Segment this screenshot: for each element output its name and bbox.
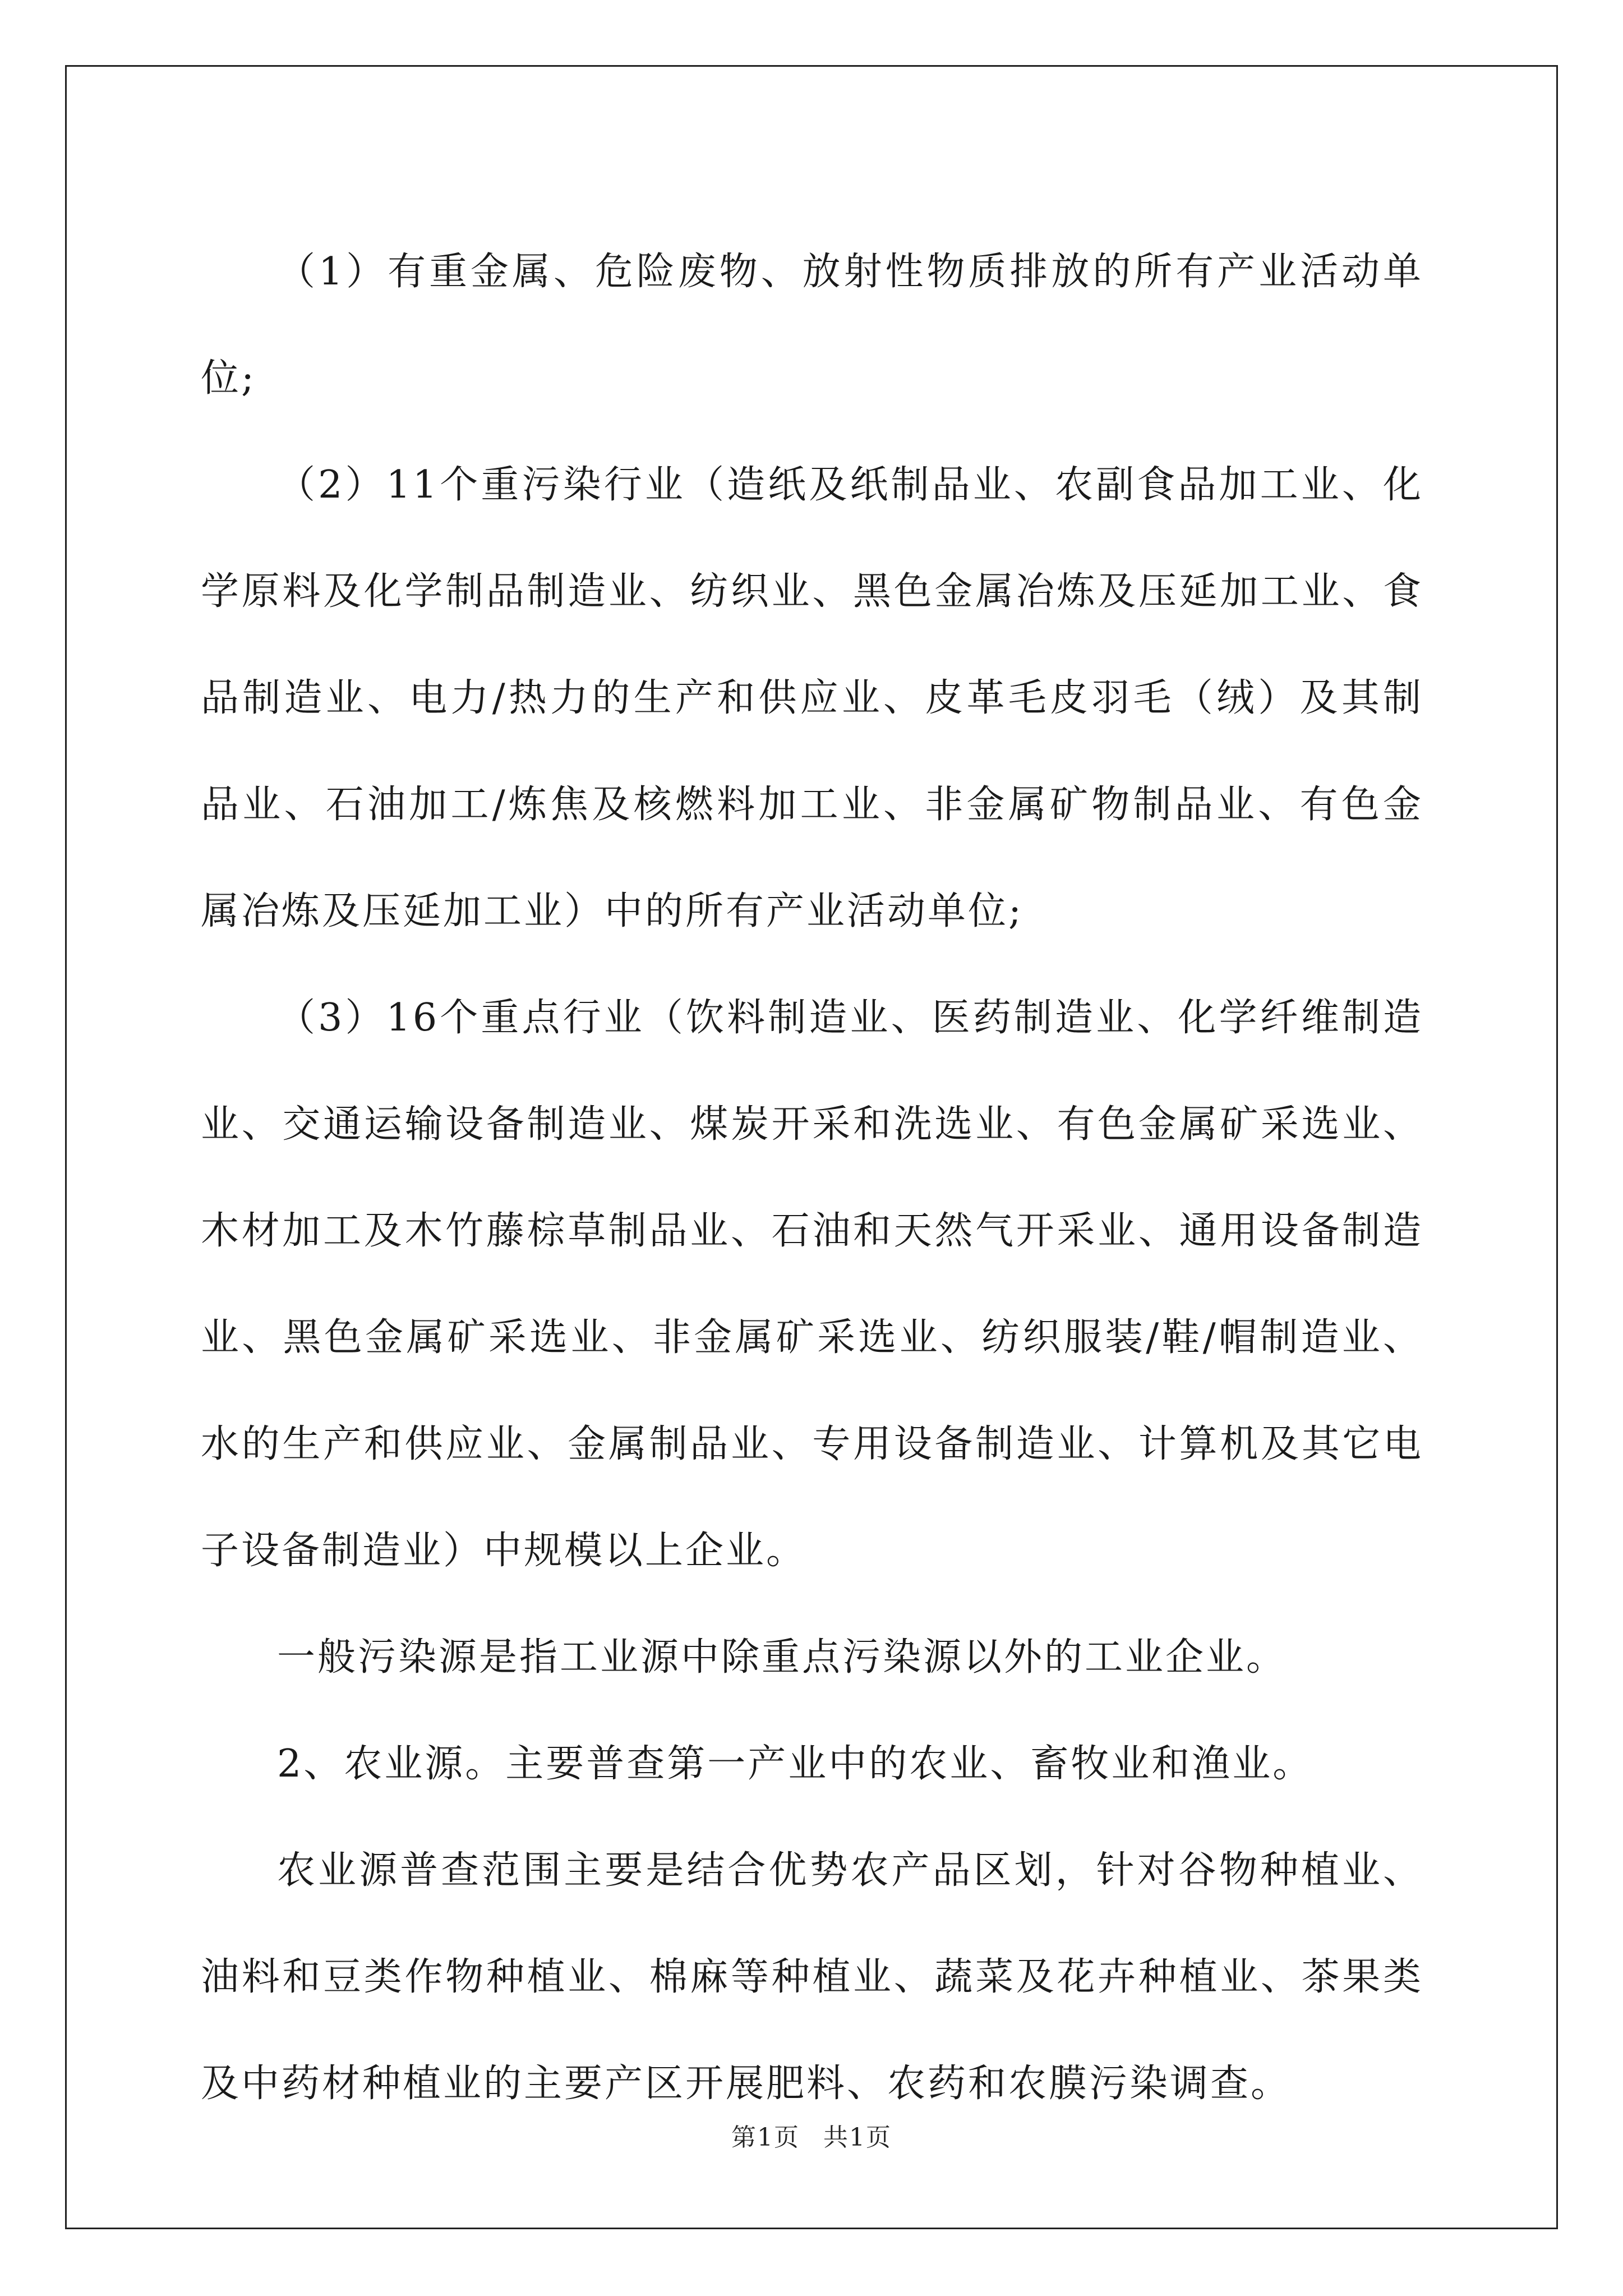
document-body [201, 219, 1423, 2137]
page-number: 第1页 [731, 2123, 800, 2152]
page-total: 共1页 [823, 2123, 892, 2152]
paragraph-2: （2）11个重污染行业（造纸及纸制品业、农副食品加工业、化学原料及化学制品制造业、纺织业、黑色金属冶炼及压延加工业、食品制造业、电力/热力的生产和供应业、皮革毛皮羽毛（绒）及其制品业、石油加工/炼焦及核燃料加工业、非金属矿物制品业、有色金属冶炼及压延加工业）中的所有产业活动单位; [201, 463, 1423, 933]
paragraph-4: 一般污染源是指工业源中除重点污染源以外的工业企业。 [277, 1635, 1287, 1680]
paragraph-5: 2、农业源。主要普查第一产业中的农业、畜牧业和渔业。 [277, 1742, 1313, 1786]
page-footer [0, 2117, 1623, 2153]
paragraph-1: （1）有重金属、危险废物、放射性物质排放的所有产业活动单位; [201, 250, 1423, 401]
paragraph-6: 农业源普查范围主要是结合优势农产品区划，针对谷物种植业、油料和豆类作物种植业、棉麻等种植业、蔬菜及花卉种植业、茶果类及中药材种植业的主要产区开展肥料、农药和农膜污染调查。 [201, 1848, 1423, 2106]
paragraph-3: （3）16个重点行业（饮料制造业、医药制造业、化学纤维制造业、交通运输设备制造业、煤炭开采和洗选业、有色金属矿采选业、木材加工及木竹藤棕草制品业、石油和天然气开采业、通用设备制造业、黑色金属矿采选业、非金属矿采选业、纺织服装/鞋/帽制造业、水的生产和供应业、金属制品业、专用设备制造业、计算机及其它电子设备制造业）中规模以上企业。 [201, 996, 1423, 1573]
